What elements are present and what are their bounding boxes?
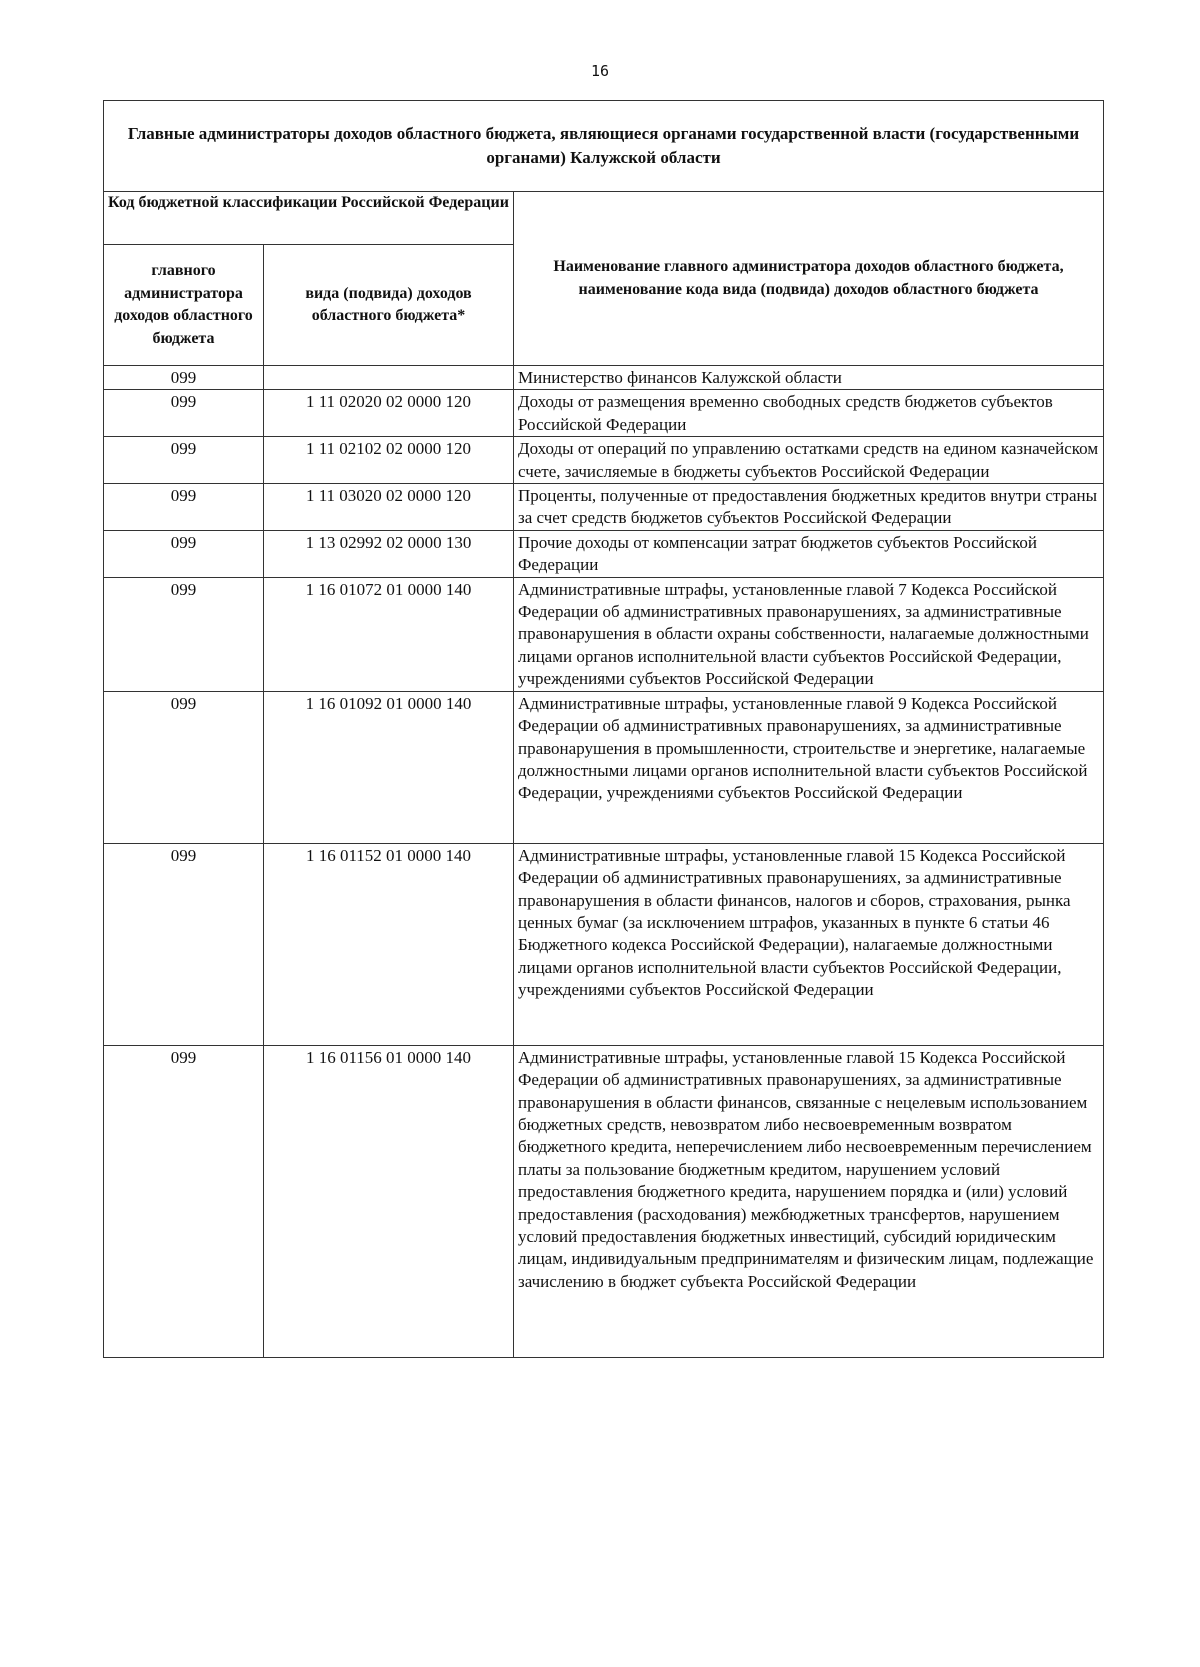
table-row xyxy=(104,530,1104,577)
table-row xyxy=(104,577,1104,691)
admin-code-cell: 099 xyxy=(104,390,264,437)
name-cell: Доходы от размещения временно свободных средств бюджетов субъектов Российской Федерации xyxy=(514,390,1104,437)
title-row xyxy=(104,101,1104,192)
admin-code-cell: 099 xyxy=(104,691,264,843)
table-row xyxy=(104,691,1104,843)
admin-code-cell: 099 xyxy=(104,843,264,1045)
revenue-administrators-table xyxy=(103,100,1104,1358)
admin-code-cell: 099 xyxy=(104,577,264,691)
income-code-cell: 1 16 01156 01 0000 140 xyxy=(264,1045,514,1357)
income-code-cell: 1 16 01092 01 0000 140 xyxy=(264,691,514,843)
name-cell: Доходы от операций по управлению остатками средств на едином казначейском счете, зачисляемые в бюджеты субъектов Российской Федерации xyxy=(514,437,1104,484)
income-code-cell: 1 13 02992 02 0000 130 xyxy=(264,530,514,577)
admin-code-cell: 099 xyxy=(104,437,264,484)
admin-code-cell: 099 xyxy=(104,1045,264,1357)
header-bcc-group: Код бюджетной классификации Российской Федерации xyxy=(104,192,514,245)
admin-code-cell: 099 xyxy=(104,484,264,531)
income-code-cell: 1 11 02102 02 0000 120 xyxy=(264,437,514,484)
income-code-cell: 1 11 03020 02 0000 120 xyxy=(264,484,514,531)
income-code-cell: 1 11 02020 02 0000 120 xyxy=(264,390,514,437)
table-row xyxy=(104,366,1104,390)
name-cell: Министерство финансов Калужской области xyxy=(514,366,1104,390)
admin-code-cell: 099 xyxy=(104,530,264,577)
table-row xyxy=(104,484,1104,531)
name-cell: Административные штрафы, установленные главой 9 Кодекса Российской Федерации об административных правонарушениях, за административные правонарушения в промышленности, строительстве и энергетике, налагаемые должностными лицами органов исполнительной власти субъектов Российской Федерации, учреждениями субъектов Российской Федерации xyxy=(514,691,1104,843)
table-row xyxy=(104,390,1104,437)
income-code-cell xyxy=(264,366,514,390)
header-name: Наименование главного администратора доходов областного бюджета, наименование кода вида (подвида) доходов областного бюджета xyxy=(514,192,1104,366)
name-cell: Административные штрафы, установленные главой 15 Кодекса Российской Федерации об административных правонарушениях, за административные правонарушения в области финансов, связанные с нецелевым использованием бюджетных средств, невозвратом либо несвоевременным возвратом бюджетного кредита, неперечислением либо несвоевременным перечислением платы за пользование бюджетным кредитом, нарушением условий предоставления бюджетного кредита, нарушением порядка и (или) условий предоставления (расходования) межбюджетных трансфертов, нарушением условий предоставления бюджетных инвестиций, субсидий юридическим лицам, индивидуальным предпринимателям и физическим лицам, подлежащие зачислению в бюджет субъекта Российской Федерации xyxy=(514,1045,1104,1357)
header-row-group xyxy=(104,192,1104,245)
table-row xyxy=(104,1045,1104,1357)
income-code-cell: 1 16 01152 01 0000 140 xyxy=(264,843,514,1045)
header-admin: главного администратора доходов областного бюджета xyxy=(104,245,264,366)
name-cell: Административные штрафы, установленные главой 7 Кодекса Российской Федерации об административных правонарушениях, за административные правонарушения в области охраны собственности, налагаемые должностными лицами органов исполнительной власти субъектов Российской Федерации, учреждениями субъектов Российской Федерации xyxy=(514,577,1104,691)
admin-code-cell: 099 xyxy=(104,366,264,390)
name-cell: Проценты, полученные от предоставления бюджетных кредитов внутри страны за счет средств бюджетов субъектов Российской Федерации xyxy=(514,484,1104,531)
name-cell: Прочие доходы от компенсации затрат бюджетов субъектов Российской Федерации xyxy=(514,530,1104,577)
header-code: вида (подвида) доходов областного бюджета* xyxy=(264,245,514,366)
page-number: 16 xyxy=(590,62,610,80)
income-code-cell: 1 16 01072 01 0000 140 xyxy=(264,577,514,691)
name-cell: Административные штрафы, установленные главой 15 Кодекса Российской Федерации об административных правонарушениях, за административные правонарушения в области финансов, налогов и сборов, страхования, рынка ценных бумаг (за исключением штрафов, указанных в пункте 6 статьи 46 Бюджетного кодекса Российской Федерации), налагаемые должностными лицами органов исполнительной власти субъектов Российской Федерации, учреждениями субъектов Российской Федерации xyxy=(514,843,1104,1045)
table-title: Главные администраторы доходов областного бюджета, являющиеся органами государственной власти (государственными органами) Калужской области xyxy=(104,101,1104,192)
table-row xyxy=(104,843,1104,1045)
table-row xyxy=(104,437,1104,484)
